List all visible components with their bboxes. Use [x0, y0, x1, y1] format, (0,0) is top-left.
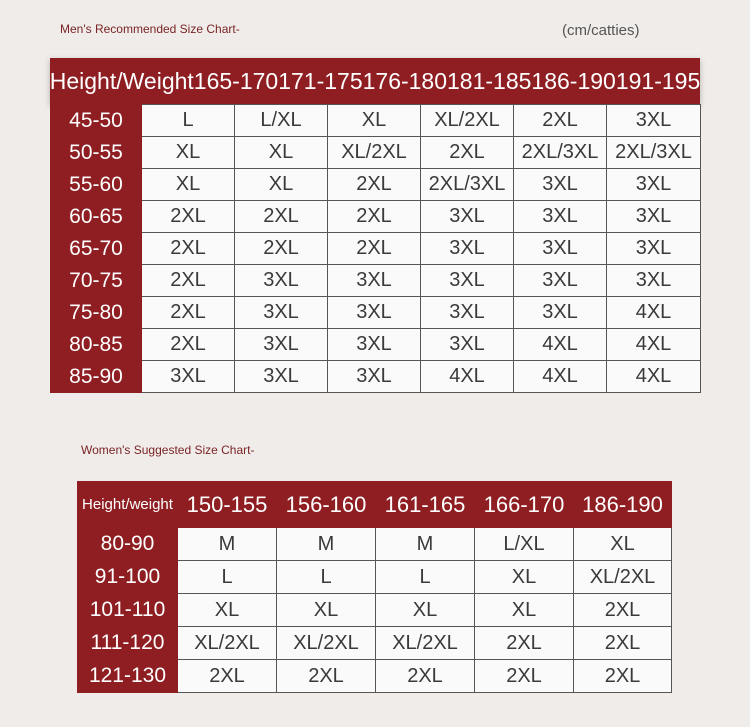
- women-size-cell: 2XL: [574, 627, 672, 660]
- men-chart-caption: Men's Recommended Size Chart-: [60, 22, 240, 36]
- women-size-cell: 2XL: [475, 627, 574, 660]
- men-table-row: [51, 361, 701, 393]
- men-size-cell: 2XL: [514, 105, 607, 137]
- women-size-cell: 2XL: [277, 660, 376, 693]
- women-height-header: 156-160: [277, 482, 376, 528]
- women-table-row: [78, 594, 672, 627]
- men-size-cell: 3XL: [235, 361, 328, 393]
- men-size-cell: 3XL: [514, 265, 607, 297]
- men-size-cell: 3XL: [421, 201, 514, 233]
- women-height-header: 150-155: [178, 482, 277, 528]
- men-size-cell: 3XL: [328, 297, 421, 329]
- men-size-cell: 3XL: [421, 329, 514, 361]
- men-size-cell: 2XL: [328, 169, 421, 201]
- men-weight-label: 80-85: [51, 329, 142, 361]
- men-size-cell: XL: [142, 137, 235, 169]
- men-size-cell: 2XL: [328, 201, 421, 233]
- women-size-cell: XL/2XL: [277, 627, 376, 660]
- men-size-cell: 3XL: [328, 329, 421, 361]
- women-size-cell: 2XL: [574, 660, 672, 693]
- men-size-cell: 3XL: [235, 297, 328, 329]
- men-weight-label: 45-50: [51, 105, 142, 137]
- women-chart-caption: Women's Suggested Size Chart-: [81, 443, 255, 457]
- men-size-cell: 3XL: [328, 361, 421, 393]
- men-size-cell: 3XL: [142, 361, 235, 393]
- women-size-table: [77, 481, 672, 693]
- women-size-cell: XL: [574, 528, 672, 561]
- men-size-cell: XL: [328, 105, 421, 137]
- men-size-cell: 3XL: [514, 201, 607, 233]
- men-size-cell: 3XL: [235, 265, 328, 297]
- men-size-cell: XL: [235, 169, 328, 201]
- men-table-row: [51, 105, 701, 137]
- men-size-cell: 3XL: [607, 169, 701, 201]
- women-size-cell: L: [277, 561, 376, 594]
- men-size-cell: 2XL: [142, 201, 235, 233]
- men-size-cell: 3XL: [607, 265, 701, 297]
- men-table-row: [51, 329, 701, 361]
- women-size-cell: 2XL: [376, 660, 475, 693]
- men-weight-label: 60-65: [51, 201, 142, 233]
- men-size-cell: 4XL: [514, 329, 607, 361]
- men-table-row: [51, 169, 701, 201]
- men-size-cell: 2XL: [421, 137, 514, 169]
- men-header-bar: Height/Weight165-170171-175176-180181-185186-190191-195: [50, 58, 700, 104]
- men-weight-label: 55-60: [51, 169, 142, 201]
- men-size-cell: 2XL/3XL: [421, 169, 514, 201]
- men-weight-label: 65-70: [51, 233, 142, 265]
- men-size-cell: 2XL/3XL: [514, 137, 607, 169]
- men-size-cell: 2XL: [142, 265, 235, 297]
- women-size-cell: L: [376, 561, 475, 594]
- women-height-header: 166-170: [475, 482, 574, 528]
- men-size-cell: 3XL: [607, 201, 701, 233]
- men-size-cell: 2XL: [235, 233, 328, 265]
- women-size-cell: 2XL: [574, 594, 672, 627]
- women-size-cell: M: [277, 528, 376, 561]
- women-size-cell: 2XL: [178, 660, 277, 693]
- women-corner-header: Height/weight: [78, 482, 178, 528]
- women-size-cell: 2XL: [475, 660, 574, 693]
- men-size-table: [50, 104, 701, 393]
- women-weight-label: 80-90: [78, 528, 178, 561]
- men-size-cell: 4XL: [607, 329, 701, 361]
- women-weight-label: 91-100: [78, 561, 178, 594]
- men-table-row: [51, 265, 701, 297]
- women-size-cell: XL/2XL: [574, 561, 672, 594]
- women-table-row: [78, 660, 672, 693]
- men-size-cell: 3XL: [235, 329, 328, 361]
- men-size-cell: 3XL: [421, 265, 514, 297]
- men-size-cell: 2XL: [328, 233, 421, 265]
- women-size-cell: XL/2XL: [178, 627, 277, 660]
- men-size-cell: 2XL: [142, 233, 235, 265]
- men-weight-label: 85-90: [51, 361, 142, 393]
- women-table-row: [78, 627, 672, 660]
- men-table-row: [51, 297, 701, 329]
- men-size-cell: 3XL: [514, 169, 607, 201]
- men-table-row: [51, 233, 701, 265]
- women-size-cell: XL: [277, 594, 376, 627]
- men-size-cell: XL: [142, 169, 235, 201]
- women-size-cell: M: [178, 528, 277, 561]
- women-table-row: [78, 561, 672, 594]
- men-size-cell: L: [142, 105, 235, 137]
- men-size-cell: 2XL/3XL: [607, 137, 701, 169]
- men-size-cell: 4XL: [607, 361, 701, 393]
- women-table-row: [78, 528, 672, 561]
- men-size-cell: 4XL: [514, 361, 607, 393]
- men-weight-label: 70-75: [51, 265, 142, 297]
- men-size-cell: XL/2XL: [328, 137, 421, 169]
- men-size-cell: 3XL: [514, 233, 607, 265]
- men-size-cell: 3XL: [514, 297, 607, 329]
- women-size-cell: XL: [376, 594, 475, 627]
- men-size-cell: 3XL: [328, 265, 421, 297]
- women-size-cell: XL: [475, 594, 574, 627]
- men-size-cell: 2XL: [142, 329, 235, 361]
- women-size-cell: L: [178, 561, 277, 594]
- women-weight-label: 121-130: [78, 660, 178, 693]
- men-size-cell: XL/2XL: [421, 105, 514, 137]
- unit-label: (cm/catties): [562, 22, 640, 39]
- women-size-cell: M: [376, 528, 475, 561]
- men-size-cell: 3XL: [607, 105, 701, 137]
- men-size-cell: 4XL: [421, 361, 514, 393]
- men-size-cell: 4XL: [607, 297, 701, 329]
- men-size-cell: 2XL: [142, 297, 235, 329]
- men-size-cell: 3XL: [421, 233, 514, 265]
- women-size-cell: XL: [178, 594, 277, 627]
- men-size-cell: 3XL: [421, 297, 514, 329]
- women-height-header: 186-190: [574, 482, 672, 528]
- women-height-header: 161-165: [376, 482, 475, 528]
- men-size-cell: L/XL: [235, 105, 328, 137]
- men-table-row: [51, 137, 701, 169]
- women-weight-label: 101-110: [78, 594, 178, 627]
- women-size-cell: L/XL: [475, 528, 574, 561]
- men-weight-label: 75-80: [51, 297, 142, 329]
- women-weight-label: 111-120: [78, 627, 178, 660]
- men-size-cell: 2XL: [235, 201, 328, 233]
- men-table-row: [51, 201, 701, 233]
- women-size-cell: XL/2XL: [376, 627, 475, 660]
- men-size-cell: XL: [235, 137, 328, 169]
- men-weight-label: 50-55: [51, 137, 142, 169]
- men-size-cell: 3XL: [607, 233, 701, 265]
- women-size-cell: XL: [475, 561, 574, 594]
